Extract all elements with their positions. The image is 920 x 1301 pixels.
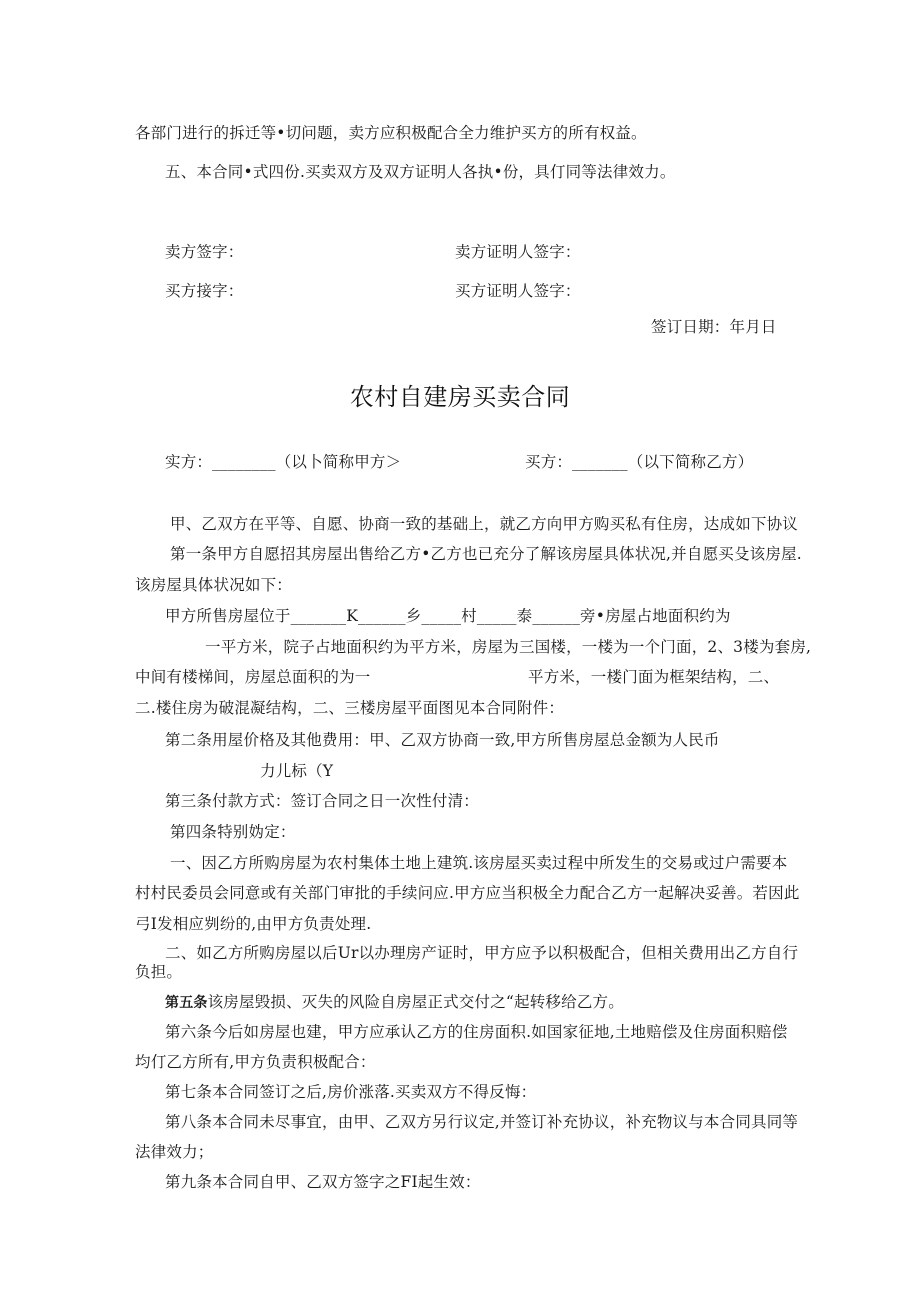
article-6-line-1: 第六条今后如房屋也建，甲方应承认乙方的住房面积.如国家征地,土地赔偿及住房面积赔偿: [165, 1023, 788, 1041]
article-4-2-line-1: 二、如乙方所购房屋以后Ur以办理房产证时，甲方应予以积极配合，但相关费用出乙方自行: [165, 944, 799, 962]
article-5-heading: 第五条: [165, 995, 208, 1011]
sign-date: 签订日期：年月日: [651, 318, 777, 336]
article-8-line-2: 法律效力；: [135, 1143, 214, 1161]
location-line-1: 甲方所售房屋位于_______K______乡_____村_____泰______旁•房屋占地面积约为: [165, 607, 731, 625]
location-line-4: 二.楼住房为破混凝结构，二、三楼房屋平面图见本合同附件：: [135, 699, 565, 717]
buyer-witness-sign-label: 买方证明人签字：: [455, 282, 581, 300]
preamble: 甲、乙双方在平等、自愿、协商一致的基础上，就乙方向甲方购买私有住房，达成如下协议: [170, 515, 799, 533]
article-7: 第七条本合同签订之后,房价涨落.买卖双方不得反悔：: [165, 1083, 537, 1101]
article-1-line-1: 第一条甲方自愿招其房屋出售给乙方•乙方也已充分了解该房屋具体状况,并自愿买殳该房屋.: [170, 545, 802, 563]
article-4: 第四条特别妫定：: [170, 823, 296, 841]
article-1-line-2: 该房屋具体状况如下：: [135, 576, 293, 594]
article-8-line-1: 第八条本合同未尽事宜，由甲、乙双方另行议定,并签订补充协议，补充物议与本合同具同等: [165, 1113, 799, 1131]
article-4-1-line-1: 一、因乙方所购房屋为农村集体土地上建筑.该房屋买卖过程中所发生的交易或过户需要本: [170, 854, 788, 872]
contract-title: 农村自建房买卖合同: [349, 383, 571, 411]
article-4-2-line-2: 负担。: [135, 963, 183, 981]
article-5-text: 该房屋毁损、灭失的风险自房屋正式交付之“起转移给乙方。: [207, 993, 624, 1011]
location-line-3b: 平方米，一楼门面为框架结构，二、: [528, 668, 780, 686]
buyer-party-line: 买方：_______（以下简称乙方）: [525, 453, 754, 471]
article-9: 第九条本合同自甲、乙双方签字之FI起生效：: [165, 1173, 481, 1191]
location-line-2: 一平方米，院子占地面积约为平方米，房屋为三国楼，一楼为一个门面，2、3楼为套房,: [205, 638, 812, 656]
seller-party-line: 实方：________（以卜简称甲方＞: [165, 453, 402, 471]
seller-witness-sign-label: 卖方证明人签字：: [455, 243, 581, 261]
article-4-1-line-2: 村村民委员会同意或有关部门审批的手续问应.甲方应当积极全力配合乙方一起解决妥善。若因此: [135, 884, 800, 902]
article-3: 第三条付款方式：签订合同之日一次性付清：: [165, 792, 480, 810]
prev-text-line-1: 各部门进行的拆迁等•切问题，卖方应积极配合全力维护买方的所有权益。: [135, 124, 647, 142]
buyer-sign-label: 买方接字：: [165, 282, 244, 300]
article-6-line-2: 均仃乙方所有,甲方负责积极配合：: [135, 1053, 376, 1071]
article-5: [165, 992, 624, 1013]
prev-text-line-2: 五、本合同•式四份.买卖双方及双方证明人各执•份，具仃同等法律效力。: [165, 163, 676, 181]
article-4-1-line-3: 弓I发相应刿纷的,由甲方负责处理.: [135, 915, 372, 933]
location-line-3a: 中间有楼梯间，房屋总面积的为一: [135, 668, 371, 686]
article-2-line-2: 力儿标（Y: [260, 762, 334, 780]
seller-sign-label: 卖方签字：: [165, 243, 244, 261]
article-2-line-1: 第二条用屋价格及其他费用：甲、乙双方协商一致,甲方所售房屋总金额为人民币: [165, 731, 720, 749]
